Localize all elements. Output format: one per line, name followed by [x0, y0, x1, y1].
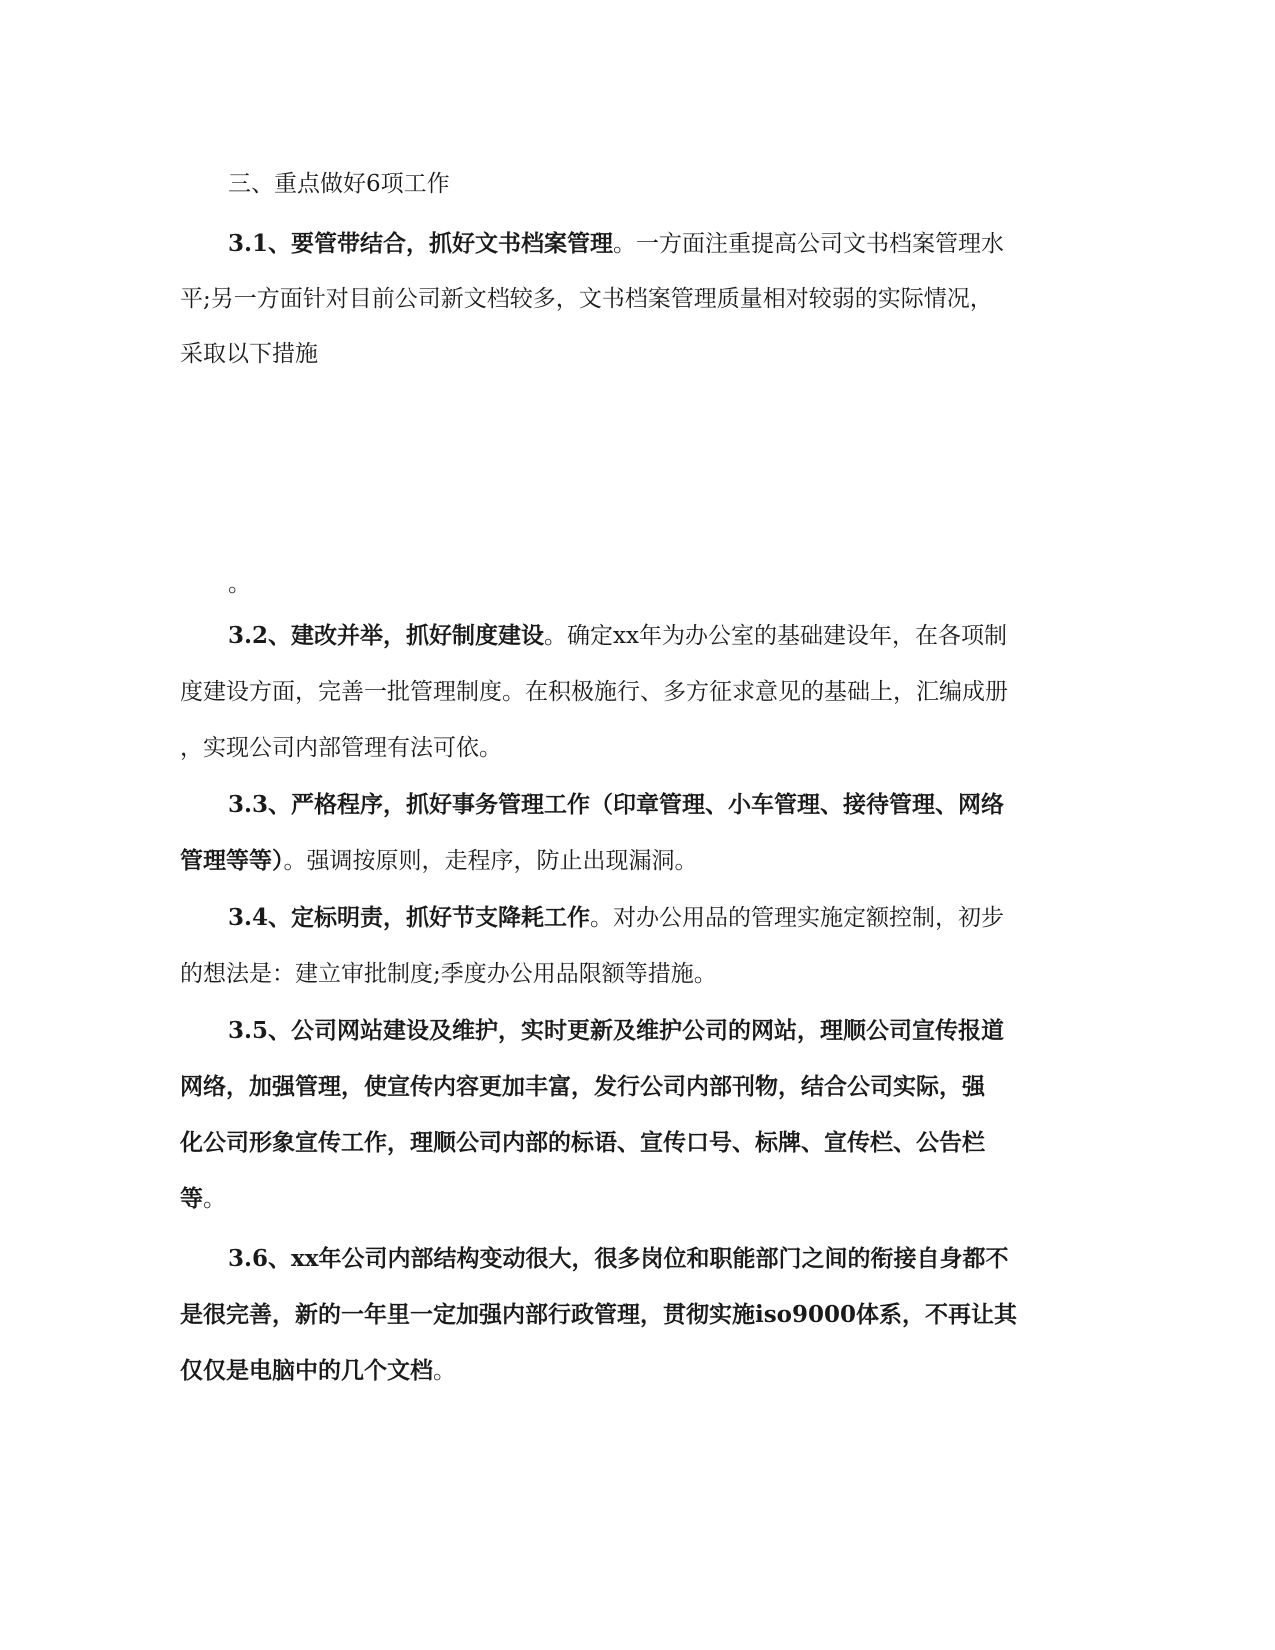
- item-3-6-text: 。: [433, 1358, 456, 1384]
- item-3-2-line-3: [180, 732, 1060, 764]
- item-3-3-line-2: [180, 845, 1060, 877]
- item-3-1-text: 。: [228, 571, 251, 597]
- item-3-4-title: 3.4、定标明责，抓好节支降耗工作: [228, 904, 591, 931]
- item-3-5-title: 3.5、公司网站建设及维护，实时更新及维护公司的网站，理顺公司宣传报道: [228, 1017, 1005, 1044]
- item-3-2-line-1: [228, 620, 1108, 652]
- item-3-1-line-3: [180, 338, 1060, 370]
- item-3-6-line-3: [180, 1355, 1060, 1387]
- item-3-1-line-1: [228, 228, 1108, 260]
- item-3-5-title: 网络，加强管理，使宣传内容更加丰富，发行公司内部刊物，结合公司实际，强: [180, 1073, 985, 1100]
- item-3-2-title: 3.2、建改并举，抓好制度建设: [228, 622, 545, 649]
- item-3-6-title: 仅仅是电脑中的几个文档: [180, 1357, 433, 1384]
- item-3-1-title: 3.1、要管带结合，抓好文书档案管理: [228, 230, 614, 257]
- item-3-4-line-1: [228, 902, 1108, 934]
- item-3-5-title: 等: [180, 1185, 203, 1212]
- item-3-6-title: 是很完善，新的一年里一定加强内部行政管理，贯彻实施iso9000体系，不再让其: [180, 1301, 1018, 1328]
- item-3-3-title: 管理等等）: [180, 847, 284, 874]
- item-3-2-text: ，实现公司内部管理有法可依。: [180, 735, 502, 761]
- item-3-6-line-1: [228, 1243, 1108, 1275]
- item-3-1-line-4: [228, 568, 1108, 600]
- item-3-4-text: 。对办公用品的管理实施定额控制，初步: [590, 905, 1005, 931]
- item-3-4-line-2: [180, 958, 1060, 990]
- item-3-5-title: 化公司形象宣传工作，理顺公司内部的标语、宣传口号、标牌、宣传栏、公告栏: [180, 1129, 985, 1156]
- item-3-4-text: 的想法是：建立审批制度;季度办公用品限额等措施。: [180, 961, 717, 987]
- item-3-1-text: 。一方面注重提高公司文书档案管理水: [613, 231, 1005, 257]
- item-3-5-line-3: [180, 1127, 1060, 1159]
- section-heading-text: 三、重点做好6项工作: [228, 171, 450, 197]
- item-3-2-text: 度建设方面，完善一批管理制度。在积极施行、多方征求意见的基础上，汇编成册: [180, 679, 1008, 705]
- item-3-5-text: 。: [203, 1186, 226, 1212]
- section-heading: [228, 168, 1108, 200]
- item-3-5-line-4: [180, 1183, 1060, 1215]
- item-3-3-title: 3.3、严格程序，抓好事务管理工作（印章管理、小车管理、接待管理、网络: [228, 791, 1005, 818]
- item-3-1-text: 采取以下措施: [180, 341, 318, 367]
- item-3-5-line-2: [180, 1071, 1060, 1103]
- item-3-5-line-1: [228, 1015, 1108, 1047]
- item-3-2-text: 。确定xx年为办公室的基础建设年，在各项制: [544, 623, 1007, 649]
- item-3-1-text: 平;另一方面针对目前公司新文档较多，文书档案管理质量相对较弱的实际情况，: [180, 286, 993, 312]
- item-3-6-title: 3.6、xx年公司内部结构变动很大，很多岗位和职能部门之间的衔接自身都不: [228, 1245, 1009, 1272]
- item-3-6-line-2: [180, 1299, 1060, 1331]
- item-3-2-line-2: [180, 676, 1060, 708]
- item-3-3-text: 。强调按原则，走程序，防止出现漏洞。: [283, 848, 698, 874]
- item-3-3-line-1: [228, 789, 1108, 821]
- item-3-1-line-2: [180, 283, 1060, 315]
